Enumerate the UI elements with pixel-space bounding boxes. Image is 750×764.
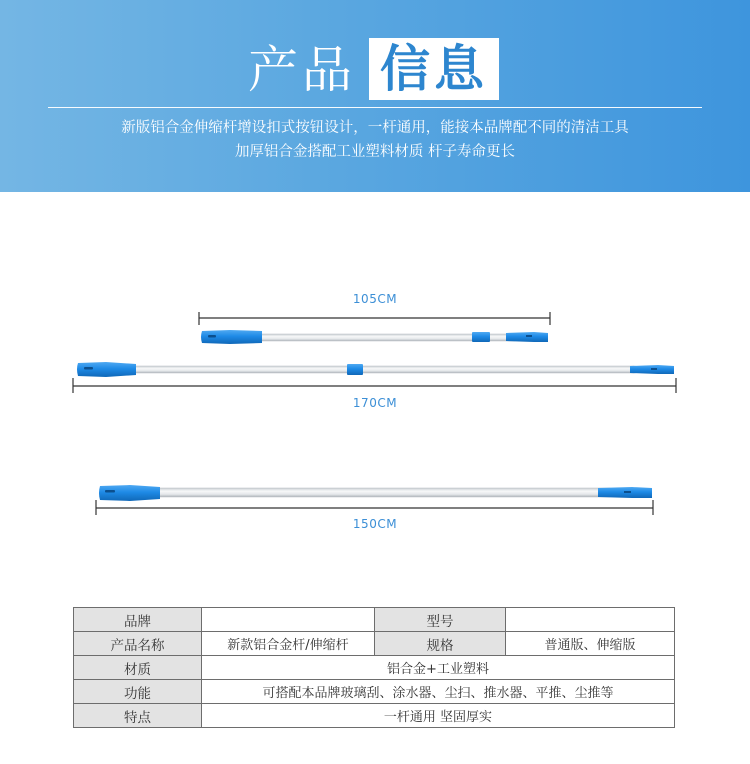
- table-row: [74, 656, 675, 680]
- product-illustration: [0, 192, 750, 602]
- table-row: [74, 680, 675, 704]
- dimension-label-105: 105CM: [352, 292, 398, 306]
- pole-170-dimension-line: [73, 378, 676, 393]
- table-row: [74, 608, 675, 632]
- subtitle-line-1: 新版铝合金伸缩杆增设扣式按钮设计，一杆通用，能接本品牌配不同的清洁工具: [121, 120, 629, 136]
- value-specification: 普通版、伸缩版: [506, 632, 675, 656]
- label-specification: 规格: [375, 632, 506, 656]
- header-divider: [48, 107, 702, 108]
- pole-105: [201, 330, 548, 344]
- label-function: 功能: [74, 680, 202, 704]
- pole-150-dimension-line: [96, 500, 653, 515]
- dimension-label-150: 150CM: [352, 517, 398, 531]
- table-row: [74, 704, 675, 728]
- header-banner: [0, 0, 750, 192]
- dimension-label-170: 170CM: [352, 396, 398, 410]
- value-material: 铝合金+工业塑料: [202, 656, 675, 680]
- value-features: 一杆通用 坚固厚实: [202, 704, 675, 728]
- pole-105-dimension-line: [199, 312, 550, 325]
- label-brand: 品牌: [74, 608, 202, 632]
- title-highlight: 信息: [380, 40, 488, 98]
- page-title: [0, 38, 750, 100]
- title-plain: 产品: [248, 41, 356, 99]
- pole-170: [77, 362, 674, 377]
- label-product-name: 产品名称: [74, 632, 202, 656]
- label-material: 材质: [74, 656, 202, 680]
- value-brand: [202, 608, 375, 632]
- title-highlight-box: [369, 38, 499, 100]
- subtitle-line-2: 加厚铝合金搭配工业塑料材质 杆子寿命更长: [234, 144, 516, 160]
- value-function: 可搭配本品牌玻璃刮、涂水器、尘扫、推水器、平推、尘推等: [202, 680, 675, 704]
- label-model: 型号: [375, 608, 506, 632]
- value-model: [506, 608, 675, 632]
- label-features: 特点: [74, 704, 202, 728]
- table-row: [74, 632, 675, 656]
- pole-150: [99, 485, 652, 501]
- value-product-name: 新款铝合金杆/伸缩杆: [202, 632, 375, 656]
- spec-table: [73, 607, 675, 728]
